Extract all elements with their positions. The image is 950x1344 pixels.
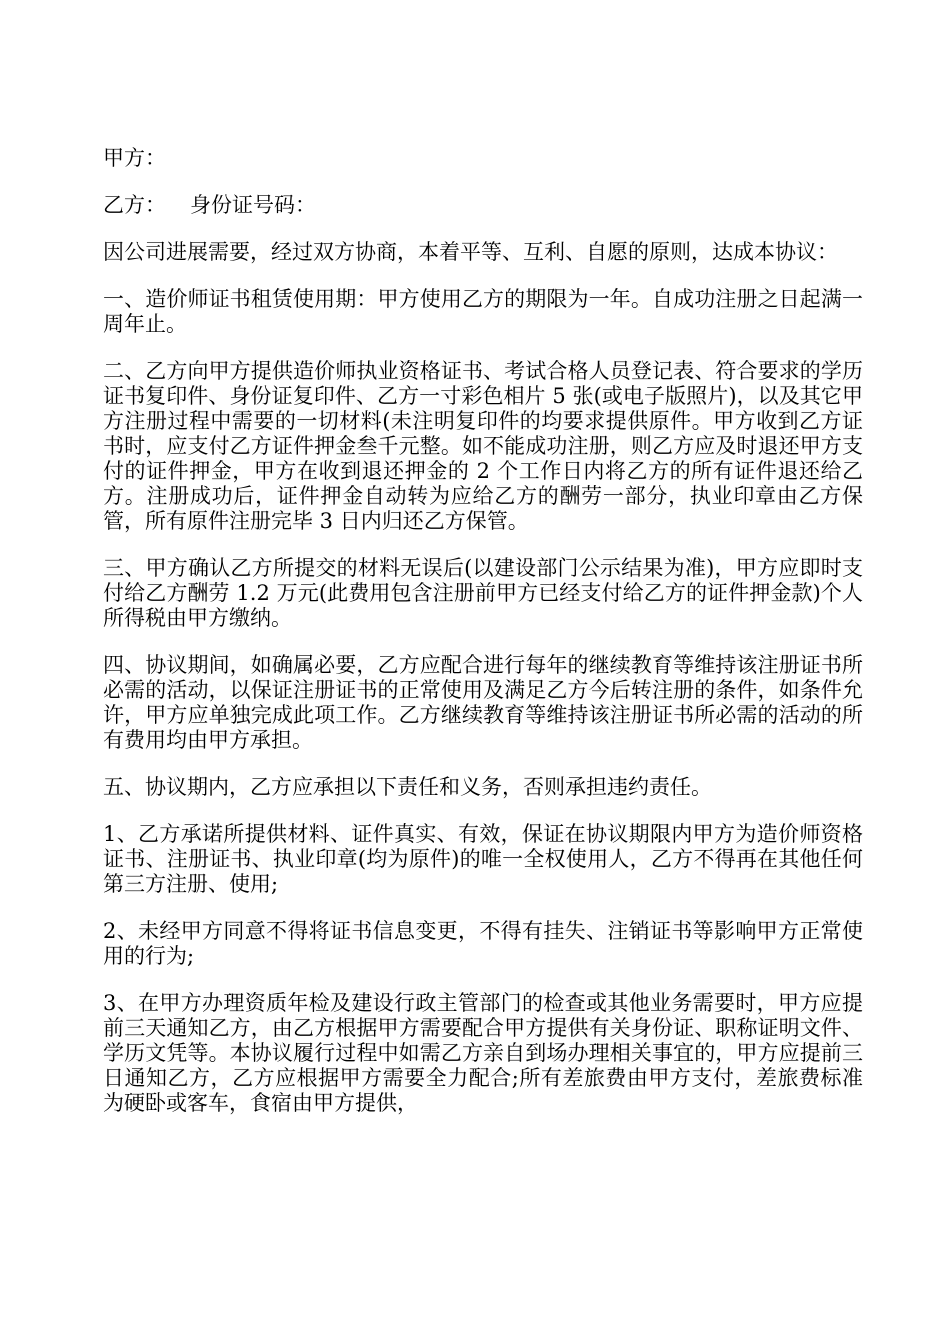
sub-clause-3: 3、在甲方办理资质年检及建设行政主管部门的检查或其他业务需要时，甲方应提前三天通知乙方，由乙方根据甲方需要配合甲方提供有关身份证、职称证明文件、学历文凭等。本协议履行过程中如需乙方亲自到场办理相关事宜的，甲方应提前三日通知乙方，乙方应根据甲方需要全力配合;所有差旅费由甲方支付，差旅费标准为硬卧或客车，食宿由甲方提供， xyxy=(103,991,863,1115)
clause-4: 四、协议期间，如确属必要，乙方应配合进行每年的继续教育等维持该注册证书所必需的活动，以保证注册证书的正常使用及满足乙方今后转注册的条件，如条件允许，甲方应单独完成此项工作。乙方继续教育等维持该注册证书所必需的活动的所有费用均由甲方承担。 xyxy=(103,653,863,752)
sub-clause-2: 2、未经甲方同意不得将证书信息变更，不得有挂失、注销证书等影响甲方正常使用的行为; xyxy=(103,919,863,968)
party-a-label: 甲方： xyxy=(103,146,166,170)
sub-clause-1: 1、乙方承诺所提供材料、证件真实、有效，保证在协议期限内甲方为造价师资格证书、注册证书、执业印章(均为原件)的唯一全权使用人，乙方不得再在其他任何第三方注册、使用; xyxy=(103,822,863,896)
party-b-label: 乙方： xyxy=(103,193,166,217)
party-b-id-label: 身份证号码： xyxy=(190,193,316,217)
clause-3: 三、甲方确认乙方所提交的材料无误后(以建设部门公示结果为准)，甲方应即时支付给乙方酬劳 1.2 万元(此费用包含注册前甲方已经支付给乙方的证件押金款)个人所得税由甲方缴纳。 xyxy=(103,556,863,630)
clause-2: 二、乙方向甲方提供造价师执业资格证书、考试合格人员登记表、符合要求的学历证书复印件、身份证复印件、乙方一寸彩色相片 5 张(或电子版照片)，以及其它甲方注册过程中需要的一切材料(未注明复印件的均要求提供原件。甲方收到乙方证书时，应支付乙方证件押金叁千元整。如不能成功注册，则乙方应及时退还甲方支付的证件押金，甲方在收到退还押金的 2 个工作日内将乙方的所有证件退还给乙方。注册成功后，证件押金自动转为应给乙方的酬劳一部分，执业印章由乙方保管，所有原件注册完毕 3 日内归还乙方保管。 xyxy=(103,359,863,533)
clause-1: 一、造价师证书租赁使用期：甲方使用乙方的期限为一年。自成功注册之日起满一周年止。 xyxy=(103,287,863,336)
document-body xyxy=(103,146,863,1116)
clause-5: 五、协议期内，乙方应承担以下责任和义务，否则承担违约责任。 xyxy=(103,775,712,799)
paragraph-preamble: 因公司进展需要，经过双方协商，本着平等、互利、自愿的原则，达成本协议： xyxy=(103,240,838,264)
party-b-line xyxy=(103,193,863,218)
party-a-line xyxy=(103,146,863,171)
